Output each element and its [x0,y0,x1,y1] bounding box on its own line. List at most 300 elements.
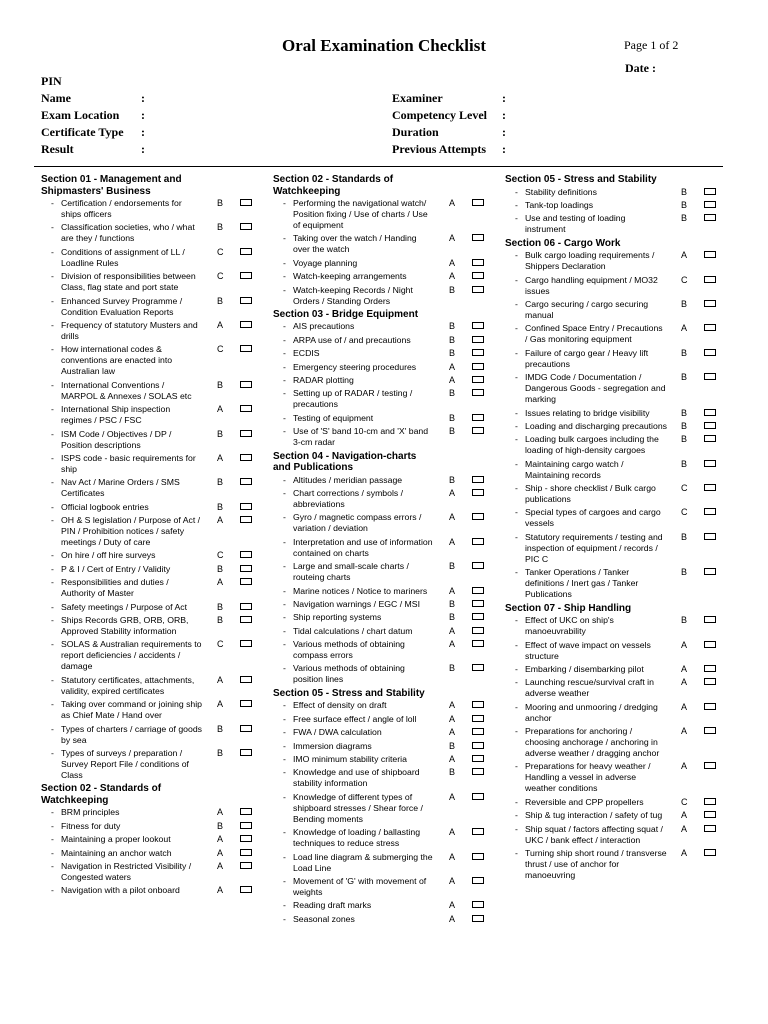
checklist-item [273,900,491,911]
bullet-dash: - [283,334,286,345]
checklist-item [273,488,491,510]
checkbox[interactable] [240,248,252,255]
checkbox[interactable] [472,476,484,483]
competency-grade: B [681,615,688,626]
bullet-dash: - [51,515,54,526]
section-heading: Section 01 - Management and Shipmasters' Business [41,174,182,197]
bullet-dash: - [51,198,54,208]
checklist-item [41,271,259,293]
competency-grade: B [217,747,224,758]
checklist-item [505,372,723,405]
checkbox[interactable] [704,373,716,380]
competency-grade: A [681,726,688,737]
checklist-item [505,640,723,662]
checklist-item [273,512,491,534]
competency-grade: C [681,483,688,494]
checkbox[interactable] [704,665,716,672]
checkbox[interactable] [472,199,484,206]
checklist-item-text: Movement of 'G' with movement of weights [293,875,427,897]
checklist-item-text: Cargo securing / cargo securing manual [525,298,649,320]
checkbox[interactable] [240,223,252,230]
competency-grade: A [449,900,456,911]
checkbox[interactable] [472,640,484,647]
checklist-item-text: Knowledge and use of shipboard stability information [293,767,420,789]
checkbox[interactable] [240,565,252,572]
header-field-colon: : [502,142,506,156]
checklist-item-text: Ship squat / factors affecting squat / UKC / bank effect / interaction [525,823,663,845]
checkbox[interactable] [704,214,716,221]
header-field-colon: : [502,125,506,139]
bullet-dash: - [283,198,286,208]
checkbox[interactable] [240,616,252,623]
competency-grade: B [681,407,688,418]
checkbox[interactable] [704,568,716,575]
header-field-label: Duration [392,125,439,139]
checklist-item [41,885,259,896]
checkbox[interactable] [240,849,252,856]
checkbox[interactable] [240,676,252,683]
competency-grade: B [681,347,688,358]
header-field-colon: : [502,91,506,105]
checklist-item-text: Maintaining cargo watch / Maintaining records [525,458,624,480]
bullet-dash: - [515,677,518,688]
checkbox[interactable] [472,376,484,383]
checkbox[interactable] [472,701,484,708]
checkbox[interactable] [472,538,484,545]
checklist-item-text: Free surface effect / angle of loll [293,713,417,724]
checkbox[interactable] [704,300,716,307]
checklist-item-text: Statutory certificates, attachments, validity, expired certificates [61,674,195,696]
checkbox[interactable] [472,627,484,634]
checklist-item [505,348,723,370]
checkbox[interactable] [472,664,484,671]
checklist-item [505,664,723,675]
competency-grade: C [217,344,224,355]
checklist-item [41,550,259,561]
bullet-dash: - [283,474,286,485]
checkbox[interactable] [704,762,716,769]
competency-grade: B [449,412,456,423]
bullet-dash: - [515,323,518,334]
checklist-item [505,507,723,529]
bullet-dash: - [51,807,54,818]
section-heading: Section 02 - Standards of Watchkeeping [41,783,162,806]
checklist-item-text: Effect of density on draft [293,700,387,711]
checkbox[interactable] [472,234,484,241]
competency-grade: A [449,639,456,650]
checkbox[interactable] [240,808,252,815]
checklist-item [41,502,259,513]
checkbox[interactable] [704,533,716,540]
checklist-item-text: Tank-top loadings [525,199,594,210]
bullet-dash: - [51,428,54,439]
checkbox[interactable] [472,322,484,329]
checkbox[interactable] [240,700,252,707]
header-field-row [392,124,592,141]
checklist-item-text: Testing of equipment [293,412,374,423]
competency-grade: B [217,379,224,390]
checklist-item-text: SOLAS & Australian requirements to report deficiencies / accidents / damage [61,639,202,672]
checklist-item [505,459,723,481]
checklist-item-text: Load line diagram & submerging the Load Line [293,851,433,873]
section-heading: Section 03 - Bridge Equipment [273,308,419,320]
bullet-dash: - [283,321,286,332]
bullet-dash: - [283,700,286,711]
checklist-item-text: Stability definitions [525,186,597,197]
page-indicator [624,38,681,53]
checklist-item-text: Preparations for heavy weather / Handling a vessel in adverse weather conditions [525,761,651,794]
checkbox[interactable] [704,422,716,429]
bullet-dash: - [283,612,286,623]
checkbox[interactable] [472,828,484,835]
checkbox[interactable] [472,793,484,800]
checklist-item [505,702,723,724]
checkbox[interactable] [704,849,716,856]
competency-grade: A [217,319,224,330]
checklist-item [273,537,491,559]
checklist-item [273,612,491,623]
checkbox[interactable] [704,349,716,356]
checkbox[interactable] [240,297,252,304]
checkbox[interactable] [704,678,716,685]
checklist-item [273,700,491,711]
checkbox[interactable] [472,363,484,370]
checkbox[interactable] [472,259,484,266]
bullet-dash: - [515,347,518,358]
bullet-dash: - [283,753,286,764]
checklist-item-text: Setting up of RADAR / testing / precautions [293,388,413,410]
checklist-item [273,362,491,373]
checklist-item-text: Navigation with a pilot onboard [61,885,180,896]
checkbox[interactable] [472,389,484,396]
checklist-item [273,561,491,583]
checkbox[interactable] [472,600,484,607]
bullet-dash: - [515,250,518,261]
checkbox[interactable] [472,853,484,860]
checkbox[interactable] [704,188,716,195]
bullet-dash: - [283,361,286,372]
bullet-dash: - [51,550,54,561]
checklist-item [273,852,491,874]
bullet-dash: - [51,699,54,710]
checklist-column-1 [41,174,259,899]
page-total: 2 [672,38,679,52]
competency-grade: B [449,740,456,751]
checklist-item [41,198,259,220]
checkbox[interactable] [240,381,252,388]
checkbox[interactable] [472,877,484,884]
competency-grade: A [449,512,456,523]
checkbox[interactable] [472,715,484,722]
bullet-dash: - [51,271,54,282]
bullet-dash: - [515,567,518,578]
checkbox[interactable] [472,349,484,356]
checklist-item [273,599,491,610]
checkbox[interactable] [240,835,252,842]
checkbox[interactable] [472,768,484,775]
bullet-dash: - [283,740,286,751]
bullet-dash: - [283,585,286,596]
header-field-row [41,141,241,158]
checkbox[interactable] [472,427,484,434]
checkbox[interactable] [240,862,252,869]
checklist-item [505,677,723,699]
checkbox[interactable] [240,321,252,328]
checkbox[interactable] [472,562,484,569]
checkbox[interactable] [240,272,252,279]
checklist-item [505,434,723,456]
checklist-item [41,453,259,475]
checkbox[interactable] [704,484,716,491]
checkbox[interactable] [472,587,484,594]
bullet-dash: - [515,507,518,518]
checkbox[interactable] [240,640,252,647]
checklist-item-text: Effect of UKC on ship's manoeuvrability [525,615,614,637]
checklist-item [273,233,491,255]
bullet-dash: - [51,639,54,650]
checklist-item-text: Tanker Operations / Tanker definitions / Inert gas / Tanker Publications [525,567,639,600]
competency-grade: B [681,186,688,197]
checklist-item [505,797,723,808]
checkbox[interactable] [704,811,716,818]
checkbox[interactable] [704,460,716,467]
checkbox[interactable] [704,825,716,832]
competency-grade: B [449,612,456,623]
checkbox[interactable] [704,798,716,805]
checkbox[interactable] [704,201,716,208]
header-field-label: Certificate Type [41,125,124,139]
checklist-item [41,344,259,377]
bullet-dash: - [51,674,54,685]
checkbox[interactable] [240,578,252,585]
checkbox[interactable] [240,430,252,437]
checklist-item-text: Various methods of obtaining compass errors [293,639,405,661]
bullet-dash: - [51,834,54,845]
checklist-item-text: Division of responsibilities between Class, flag state and port state [61,271,196,293]
bullet-dash: - [515,458,518,469]
checkbox[interactable] [704,435,716,442]
competency-grade: B [681,372,688,383]
competency-grade: A [217,834,224,845]
checklist-item [273,792,491,825]
competency-grade: A [217,515,224,526]
checklist-item-text: Safety meetings / Purpose of Act [61,601,188,612]
checklist-item-text: RADAR plotting [293,375,354,386]
checklist-item-text: Responsibilities and duties / Authority of Master [61,577,169,599]
checklist-item-text: Marine notices / Notice to mariners [293,585,428,596]
checkbox[interactable] [240,749,252,756]
competency-grade: B [217,428,224,439]
competency-grade: C [681,274,688,285]
competency-grade: A [681,677,688,688]
checklist-item-text: Issues relating to bridge visibility [525,407,650,418]
checklist-item-text: Ship & tug interaction / safety of tug [525,810,663,821]
checklist-item [41,380,259,402]
checkbox[interactable] [240,603,252,610]
checkbox[interactable] [472,272,484,279]
checklist-item [273,876,491,898]
checklist-item [273,335,491,346]
checkbox[interactable] [704,727,716,734]
checklist-item-text: Loading and discharging precautions [525,420,667,431]
checklist-item [273,714,491,725]
bullet-dash: - [515,726,518,737]
competency-grade: A [217,885,224,896]
competency-grade: A [681,663,688,674]
competency-grade: A [449,585,456,596]
checklist-item [41,564,259,575]
checkbox[interactable] [472,414,484,421]
checkbox[interactable] [472,489,484,496]
bullet-dash: - [283,284,286,295]
checkbox[interactable] [240,199,252,206]
checklist-item [273,285,491,307]
competency-grade: B [217,501,224,512]
checklist-item-text: P & I / Cert of Entry / Validity [61,563,171,574]
checklist-item-text: Ship reporting systems [293,612,382,623]
checklist-item [273,198,491,231]
competency-grade: B [449,284,456,295]
checklist-item-text: Effect of wave impact on vessels structure [525,639,651,661]
bullet-dash: - [515,213,518,224]
checkbox[interactable] [704,641,716,648]
competency-grade: A [449,375,456,386]
checkbox[interactable] [240,478,252,485]
checkbox[interactable] [472,915,484,922]
checklist-item [41,748,259,781]
checklist-item-text: Use and testing of loading instrument [525,213,626,235]
checklist-item-text: OH & S legislation / Purpose of Act / PIN / Prohibition notices / safety meetings / Duty of care [61,515,201,548]
checklist-item-text: Watch-keeping arrangements [293,271,407,282]
checklist-item [505,408,723,419]
checkbox[interactable] [704,276,716,283]
checklist-item [273,271,491,282]
checklist-item [41,834,259,845]
competency-grade: B [217,615,224,626]
header-field-row [392,90,592,107]
checkbox[interactable] [240,345,252,352]
checklist-item-text: Statutory requirements / testing and inspection of equipment / records / PIC C [525,531,663,564]
bullet-dash: - [283,663,286,674]
checklist-column-3 [505,174,723,883]
checkbox[interactable] [704,251,716,258]
competency-grade: B [217,601,224,612]
bullet-dash: - [283,536,286,547]
competency-grade: A [449,713,456,724]
checklist-item-text: Navigation warnings / EGC / MSI [293,598,420,609]
checklist-item-text: Classification societies, who / what are they / functions [61,222,195,244]
checklist-item-text: Navigation in Restricted Visibility / Congested waters [61,860,192,882]
checkbox[interactable] [240,516,252,523]
bullet-dash: - [283,375,286,386]
checklist-item [41,639,259,672]
checklist-item [505,483,723,505]
competency-grade: C [217,271,224,282]
competency-grade: B [449,767,456,778]
checkbox[interactable] [704,324,716,331]
bullet-dash: - [515,701,518,712]
checklist-item [41,807,259,818]
section-heading: Section 06 - Cargo Work [505,237,621,249]
bullet-dash: - [51,477,54,488]
checklist-item-text: Failure of cargo gear / Heavy lift precautions [525,347,649,369]
competency-grade: B [217,820,224,831]
checkbox[interactable] [704,703,716,710]
bullet-dash: - [515,420,518,431]
checkbox[interactable] [240,725,252,732]
competency-grade: A [449,791,456,802]
checkbox[interactable] [704,508,716,515]
checklist-item-text: Altitudes / meridian passage [293,474,403,485]
checkbox[interactable] [472,728,484,735]
competency-grade: A [681,250,688,261]
checkbox[interactable] [240,454,252,461]
header-field-row [392,141,592,158]
bullet-dash: - [51,577,54,588]
checklist-item-text: Seasonal zones [293,913,355,924]
competency-grade: A [217,699,224,710]
bullet-dash: - [283,271,286,282]
checklist-item [41,821,259,832]
section-heading: Section 04 - Navigation-charts and Publications [273,450,417,474]
bullet-dash: - [51,847,54,858]
checklist-item [505,421,723,432]
checklist-item-text: AIS precautions [293,321,355,332]
competency-grade: B [681,213,688,224]
checkbox[interactable] [472,901,484,908]
section-heading: Section 02 - Standards of Watchkeeping [273,174,394,197]
checkbox[interactable] [240,886,252,893]
bullet-dash: - [515,483,518,494]
checklist-item-text: Gyro / magnetic compass errors / variation / deviation [293,512,422,534]
checkbox[interactable] [472,755,484,762]
checkbox[interactable] [472,613,484,620]
checkbox[interactable] [704,409,716,416]
checklist-item [41,429,259,451]
checklist-item-text: Ship - shore checklist / Bulk cargo publications [525,483,656,505]
checklist-item [273,914,491,925]
bullet-dash: - [283,713,286,724]
checklist-item [505,200,723,211]
bullet-dash: - [515,274,518,285]
bullet-dash: - [283,875,286,886]
checkbox[interactable] [240,405,252,412]
bullet-dash: - [51,295,54,306]
competency-grade: A [449,700,456,711]
checklist-item-text: Various methods of obtaining position lines [293,663,405,685]
competency-grade: C [681,796,688,807]
competency-grade: B [449,321,456,332]
checklist-item-text: Use of 'S' band 10-cm and 'X' band 3-cm radar [293,426,429,448]
checklist-item-text: On hire / off hire surveys [61,550,156,561]
checkbox[interactable] [472,513,484,520]
checkbox[interactable] [472,742,484,749]
checkbox[interactable] [240,822,252,829]
checkbox[interactable] [240,503,252,510]
header-field-row [41,90,241,107]
checklist-item-text: Confined Space Entry / Precautions / Gas monitoring equipment [525,323,663,345]
competency-grade: A [449,233,456,244]
competency-grade: C [681,507,688,518]
checkbox[interactable] [472,336,484,343]
checkbox[interactable] [472,286,484,293]
checkbox[interactable] [704,616,716,623]
header-field-row [41,124,241,141]
checklist-item-text: Performing the navigational watch/ Position fixing / Use of charts / Use of equipment [293,198,428,230]
competency-grade: B [681,567,688,578]
checkbox[interactable] [240,551,252,558]
bullet-dash: - [515,663,518,674]
